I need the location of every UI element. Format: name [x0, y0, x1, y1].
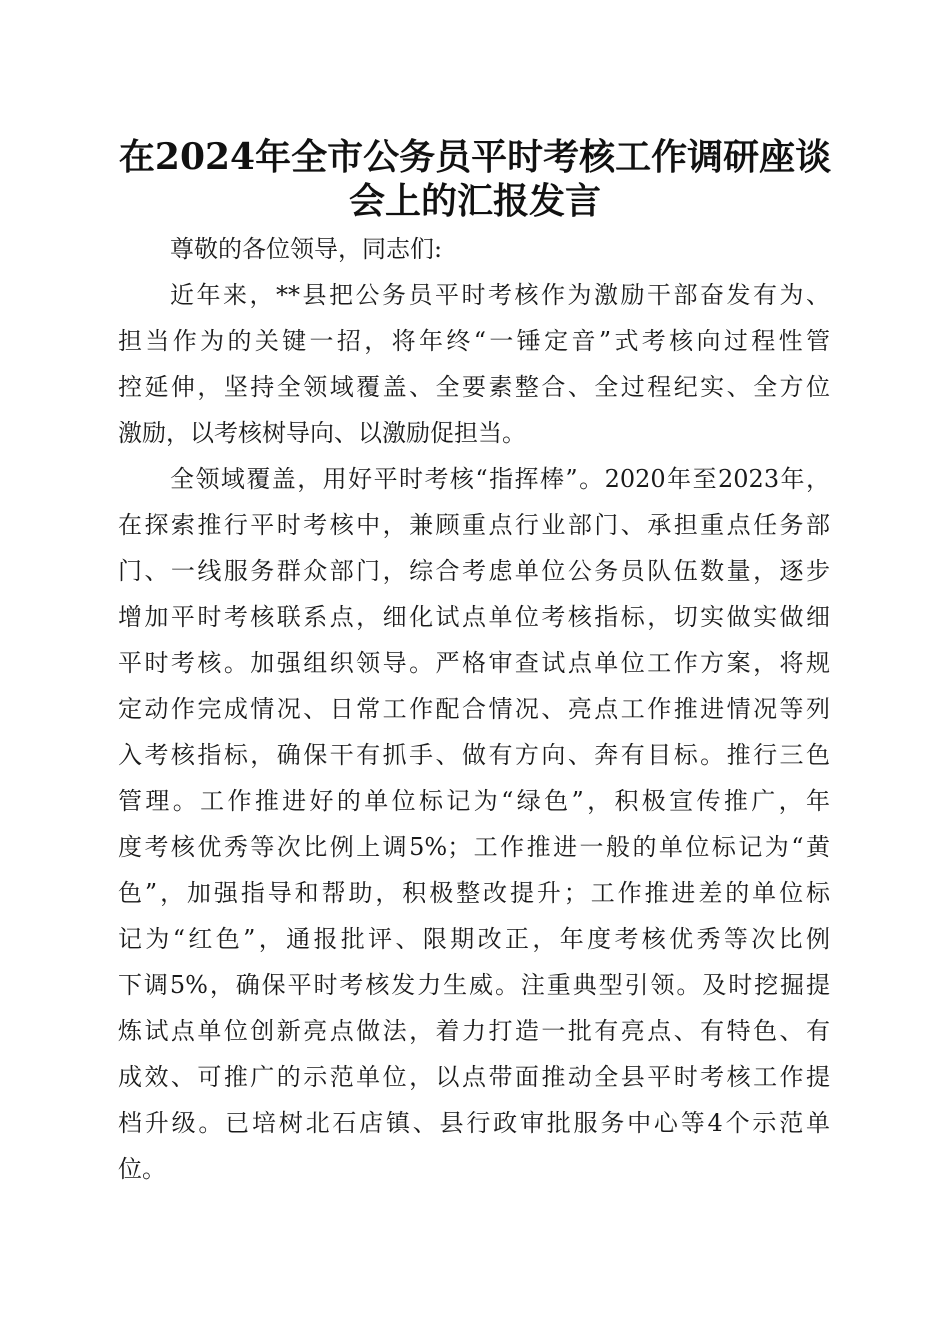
paragraph-line: 档升级。已培树北石店镇、县行政审批服务中心等4个示范单	[118, 1109, 830, 1137]
paragraph-line: 增加平时考核联系点，细化试点单位考核指标，切实做实做细	[118, 603, 830, 631]
paragraph-line: 下调5%，确保平时考核发力生威。注重典型引领。及时挖掘提	[118, 971, 830, 999]
paragraph-line: 位。	[118, 1155, 166, 1183]
paragraph-line: 平时考核。加强组织领导。严格审查试点单位工作方案，将规	[118, 649, 830, 677]
paragraph-line: 门、一线服务群众部门，综合考虑单位公务员队伍数量，逐步	[118, 557, 830, 585]
paragraph-intro	[118, 272, 830, 456]
paragraph-line: 控延伸，坚持全领域覆盖、全要素整合、全过程纪实、全方位	[118, 373, 830, 401]
paragraph-line: 入考核指标，确保干有抓手、做有方向、奔有目标。推行三色	[118, 741, 830, 769]
paragraph-line: 定动作完成情况、日常工作配合情况、亮点工作推进情况等列	[118, 695, 830, 723]
salutation: 尊敬的各位领导，同志们:	[170, 235, 443, 263]
paragraph-line: 炼试点单位创新亮点做法，着力打造一批有亮点、有特色、有	[118, 1017, 830, 1045]
paragraph-line: 成效、可推广的示范单位，以点带面推动全县平时考核工作提	[118, 1063, 830, 1091]
paragraph-line: 担当作为的关键一招，将年终“一锤定音”式考核向过程性管	[118, 327, 830, 355]
paragraph-line: 近年来，**县把公务员平时考核作为激励干部奋发有为、	[170, 281, 830, 309]
title-line-1: 在2024年全市公务员平时考核工作调研座谈	[118, 136, 832, 178]
document-title	[110, 135, 840, 223]
paragraph-line: 色”，加强指导和帮助，积极整改提升；工作推进差的单位标	[118, 879, 830, 907]
paragraph-line: 度考核优秀等次比例上调5%；工作推进一般的单位标记为“黄	[118, 833, 830, 861]
document-body	[118, 226, 830, 1192]
paragraph-line: 管理。工作推进好的单位标记为“绿色”，积极宣传推广，年	[118, 787, 830, 815]
paragraph-line: 记为“红色”，通报批评、限期改正，年度考核优秀等次比例	[118, 925, 830, 953]
title-line-2: 会上的汇报发言	[348, 180, 601, 222]
paragraph-line: 全领域覆盖，用好平时考核“指挥棒”。2020年至2023年，	[170, 465, 830, 493]
paragraph-line: 在探索推行平时考核中，兼顾重点行业部门、承担重点任务部	[118, 511, 830, 539]
paragraph-coverage	[118, 456, 830, 1192]
paragraph-line: 激励，以考核树导向、以激励促担当。	[118, 419, 526, 447]
